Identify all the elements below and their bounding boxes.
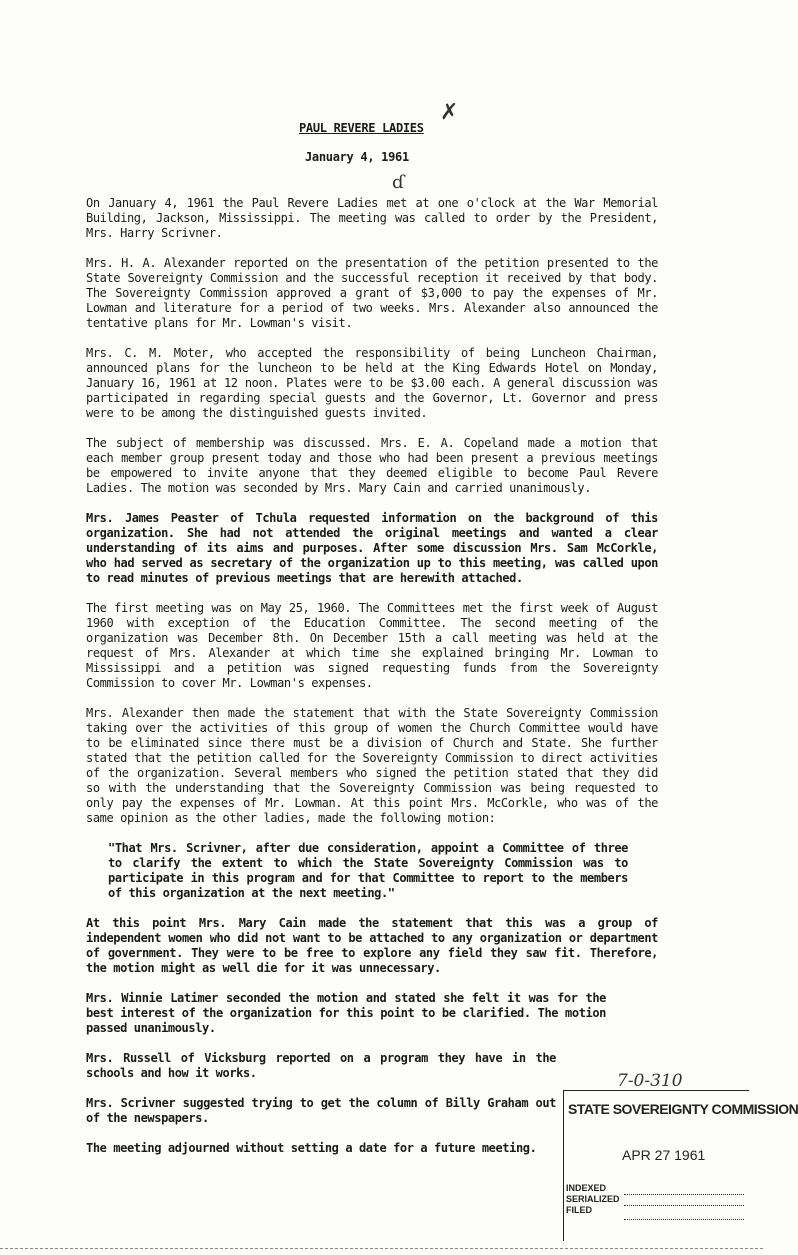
paragraph-russell: Mrs. Russell of Vicksburg reported on a program they have in the schools and how it works. — [86, 1051, 556, 1080]
handwritten-check-mark: ɗ — [392, 172, 405, 193]
paragraph-alexander-report: Mrs. H. A. Alexander reported on the presentation of the petition presented to the State Sovereignty Commission and the successful reception it received by that body. The Sovereignty Commission approved a grant of $3,000 to pay the expenses of Mr. Lowman and literature for a period of two weeks. Mrs. Alexander also announced the tentative plans for Mr. Lowman's visit. — [86, 256, 658, 330]
paragraph-adjourned: The meeting adjourned without setting a date for a future meeting. — [86, 1141, 537, 1155]
stamp-serialized-label: SERIALIZED — [566, 1194, 620, 1204]
paragraph-motion-quote: "That Mrs. Scrivner, after due consideration, appoint a Committee of three to clarify the extent to which the State Sovereignty Commission was to participate in this program and for that Committee to report to the members of this organization at the next meeting." — [108, 841, 628, 900]
stamp-divider — [624, 1205, 744, 1206]
stamp-divider — [624, 1219, 744, 1220]
file-number-handwritten: 7-0-310 — [617, 1071, 683, 1091]
stamp-date: APR 27 1961 — [622, 1147, 706, 1163]
paragraph-membership: The subject of membership was discussed. Mrs. E. A. Copeland made a motion that each member group present today and those who had been present a previous meetings be empowered to invite anyone that they deemed eligible to become Paul Revere Ladies. The motion was seconded by Mrs. Mary Cain and carried unanimously. — [86, 436, 658, 495]
scan-edge-line — [0, 1248, 763, 1249]
document-date: January 4, 1961 — [305, 150, 409, 164]
paragraph-peaster: Mrs. James Peaster of Tchula requested information on the background of this organization. She had not attended the original meetings and wanted a clear understanding of its aims and purposes. After some discussion Mrs. Sam McCorkle, who had served as secretary of the organization up to this meeting, was called upon to read minutes of previous meetings that are herewith attached. — [86, 511, 658, 585]
stamp-title: STATE SOVEREIGNTY COMMISSION — [568, 1101, 798, 1117]
paragraph-first-meeting: The first meeting was on May 25, 1960. The Committees met the first week of August 1960 with exception of the Education Committee. The second meeting of the organization was December 8th. On December 15th a call meeting was held at the request of Mrs. Alexander at which time she explained bringing Mr. Lowman to Mississippi and a petition was signed requesting funds from the Sovereignty Commission to cover Mr. Lowman's expenses. — [86, 601, 658, 690]
sovereignty-commission-stamp — [563, 1090, 798, 1241]
handwritten-check-mark: ✗ — [440, 100, 459, 125]
paragraph-opening: On January 4, 1961 the Paul Revere Ladies met at one o'clock at the War Memorial Building, Jackson, Mississippi. The meeting was called to order by the President, Mrs. Harry Scrivner. — [86, 196, 658, 240]
stamp-filed-label: FILED — [566, 1205, 592, 1215]
paragraph-scrivner: Mrs. Scrivner suggested trying to get the column of Billy Graham out of the newspapers. — [86, 1096, 556, 1125]
document-title: PAUL REVERE LADIES — [299, 121, 424, 135]
document-body — [86, 196, 658, 1171]
stamp-indexed-label: INDEXED — [566, 1183, 607, 1193]
paragraph-latimer: Mrs. Winnie Latimer seconded the motion and stated she felt it was for the best interest of the organization for this point to be clarified. The motion passed unanimously. — [86, 991, 606, 1035]
paragraph-alexander-statement: Mrs. Alexander then made the statement that with the State Sovereignty Commission taking over the activities of this group of women the Church Committee would have to be eliminated since there must be a division of Church and State. She further stated that the petition called for the Sovereignty Commission to direct activities of the organization. Several members who signed the petition stated that they did so with the understanding that the Sovereignty Commission was being requested to only pay the expenses of Mr. Lowman. At this point Mrs. McCorkle, who was of the same opinion as the other ladies, made the following motion: — [86, 706, 658, 825]
paragraph-cain: At this point Mrs. Mary Cain made the statement that this was a group of independent women who did not want to be attached to any organization or department of government. They were to be free to explore any field they saw fit. Therefore, the motion might as well die for it was unnecessary. — [86, 916, 658, 975]
stamp-divider — [624, 1194, 744, 1195]
paragraph-luncheon: Mrs. C. M. Moter, who accepted the responsibility of being Luncheon Chairman, announced plans for the luncheon to be held at the King Edwards Hotel on Monday, January 16, 1961 at 12 noon. Plates were to be $3.00 each. A general discussion was participated in regarding special guests and the Governor, Lt. Governor and press were to be among the distinguished guests invited. — [86, 346, 658, 420]
